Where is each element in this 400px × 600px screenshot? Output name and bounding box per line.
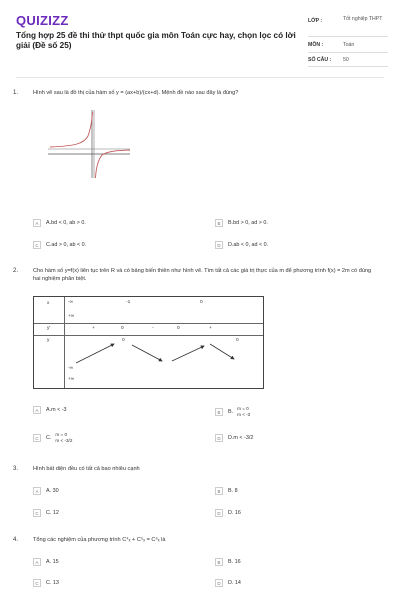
option-text: A.bd < 0, ab > 0. xyxy=(46,220,86,226)
variation-table xyxy=(33,296,264,389)
option-c[interactable] xyxy=(33,241,86,249)
option-text: D. 14 xyxy=(228,580,241,586)
option-letter: A xyxy=(33,558,41,566)
option-text: D. 16 xyxy=(228,510,241,516)
x-value: 0 xyxy=(200,300,203,305)
option-a[interactable] xyxy=(33,219,86,227)
sign: + xyxy=(92,326,95,331)
condition: m = 0 xyxy=(237,406,249,411)
option-text: A. 30 xyxy=(46,488,59,494)
question-number: 4. xyxy=(13,537,19,543)
yprime-label: y' xyxy=(47,326,51,331)
option-text: A.m < -3 xyxy=(46,407,67,413)
option-b[interactable] xyxy=(215,219,268,227)
header-divider xyxy=(16,77,384,78)
question-text: Cho hàm số y=f(x) liên tục trên R và có bảng biến thiên như hình vẽ. Tìm tất cả các giá trị thực của m để phương trình f(x) = 2m có đúng hai nghiệm phân biệt. xyxy=(33,268,372,282)
mon-value: Toán xyxy=(343,42,355,48)
function-graph xyxy=(44,108,132,180)
option-letter: B xyxy=(215,558,223,566)
option-text: B.bd > 0, ad > 0. xyxy=(228,220,268,226)
question-text: Tổng các nghiệm của phương trình C⁴ₓ + C⁵ₓ = C⁶ₓ là xyxy=(33,537,166,543)
option-d[interactable] xyxy=(215,241,268,249)
page-title: Tổng hợp 25 đề thi thử thpt quốc gia môn Toán cực hay, chọn lọc có lời giải (Đề số 25) xyxy=(16,31,296,50)
y-value: 0 xyxy=(122,338,125,343)
question-number: 3. xyxy=(13,466,19,472)
divider xyxy=(308,36,388,37)
option-letter: D xyxy=(215,509,223,517)
option-letter: D xyxy=(215,434,223,442)
option-a[interactable] xyxy=(33,487,59,495)
sign: 0 xyxy=(177,326,180,331)
lop-value: Tốt nghiệp THPT xyxy=(343,16,383,22)
sign: 0 xyxy=(121,326,124,331)
y-label: y xyxy=(47,338,50,343)
option-d[interactable] xyxy=(215,434,253,442)
system-of-conditions xyxy=(237,406,250,418)
divider xyxy=(308,66,388,67)
option-text: D.ab < 0, ad < 0. xyxy=(228,242,269,248)
question-number: 2. xyxy=(13,268,19,274)
option-letter: D xyxy=(215,579,223,587)
option-letter: C xyxy=(33,579,41,587)
option-c[interactable] xyxy=(33,579,59,587)
option-letter: A xyxy=(33,406,41,414)
option-letter: A xyxy=(33,219,41,227)
condition: m = 0 xyxy=(55,432,68,437)
condition: m < -3/2 xyxy=(55,438,73,443)
option-text: B. xyxy=(228,409,234,415)
option-b[interactable] xyxy=(215,558,241,566)
option-b[interactable] xyxy=(215,406,250,418)
option-a[interactable] xyxy=(33,406,67,414)
x-value: -1 xyxy=(126,300,131,305)
question-text: Hình vẽ sau là đồ thị của hàm số y = (ax+b)/(cx+d). Mệnh đề nào sau đây là đúng? xyxy=(33,90,239,96)
mon-label: MÔN : xyxy=(308,42,324,48)
y-value: -∞ xyxy=(68,366,74,371)
lop-label: LỚP : xyxy=(308,18,323,24)
option-text: B. 8 xyxy=(228,488,238,494)
option-text: C. 12 xyxy=(46,510,59,516)
option-c[interactable] xyxy=(33,509,59,517)
option-letter: C xyxy=(33,434,41,442)
option-letter: C xyxy=(33,241,41,249)
variation-arrows xyxy=(34,297,263,388)
option-text: A. 15 xyxy=(46,559,59,565)
option-b[interactable] xyxy=(215,487,238,495)
option-text: C. xyxy=(46,435,52,441)
option-text: D.m < -3/2 xyxy=(228,435,254,441)
sign: + xyxy=(209,326,212,331)
condition: m < -3 xyxy=(237,412,251,417)
socau-value: 50 xyxy=(343,57,349,63)
option-text: C.ad > 0, ab < 0. xyxy=(46,242,87,248)
x-value: +∞ xyxy=(68,314,75,319)
option-d[interactable] xyxy=(215,509,241,517)
socau-label: SỐ CÂU : xyxy=(308,57,332,63)
option-d[interactable] xyxy=(215,579,241,587)
option-letter: C xyxy=(33,509,41,517)
option-a[interactable] xyxy=(33,558,59,566)
y-value: +∞ xyxy=(68,377,75,382)
question-number: 1. xyxy=(13,90,19,96)
question-text: Hình bát diện đều có tất cả bao nhiêu cạnh xyxy=(33,466,140,472)
option-letter: B xyxy=(215,487,223,495)
option-letter: B xyxy=(215,219,223,227)
option-text: B. 16 xyxy=(228,559,241,565)
y-value: 0 xyxy=(236,338,239,343)
x-value: -∞ xyxy=(68,300,74,305)
option-c[interactable] xyxy=(33,432,72,444)
system-of-conditions xyxy=(55,432,72,444)
option-letter: B xyxy=(215,408,223,416)
option-letter: D xyxy=(215,241,223,249)
option-letter: A xyxy=(33,487,41,495)
quizizz-logo: QUIZIZZ xyxy=(16,13,69,28)
option-text: C. 13 xyxy=(46,580,59,586)
divider xyxy=(308,52,388,53)
x-label: x xyxy=(47,301,50,306)
sign: - xyxy=(152,326,154,331)
